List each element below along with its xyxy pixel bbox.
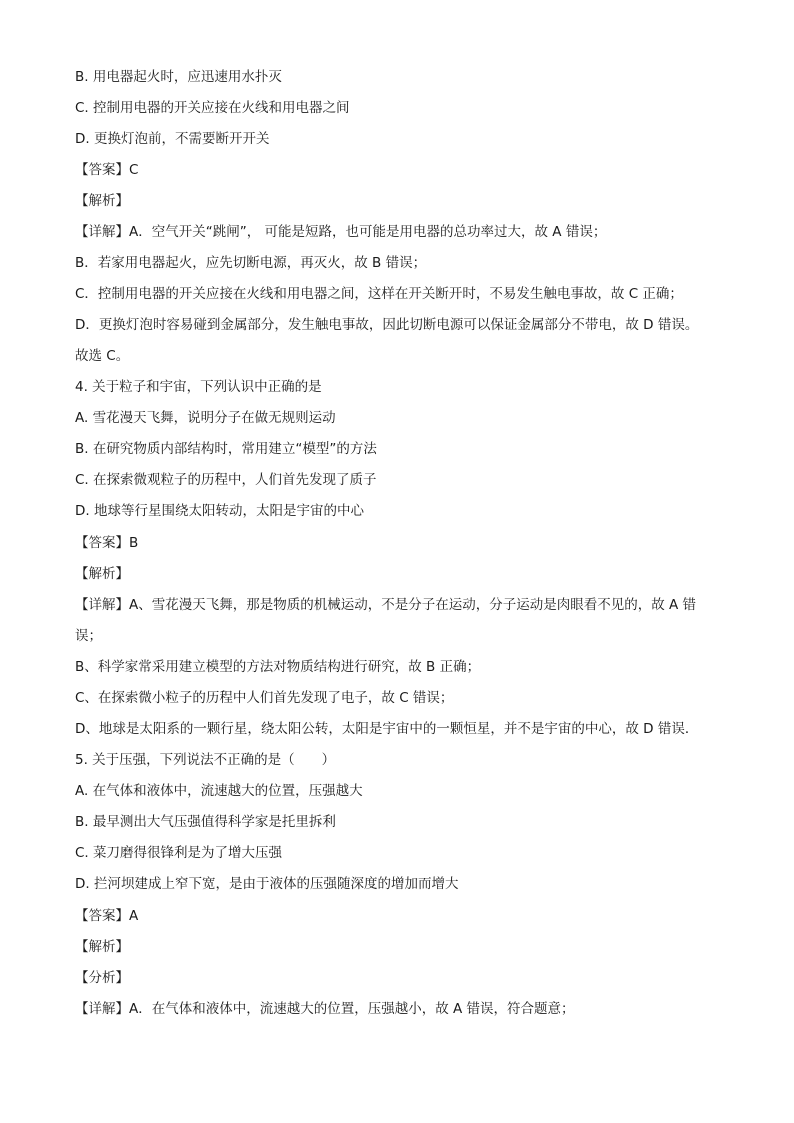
conclusion-q3: 故选 C。 <box>75 348 130 364</box>
option-c-q4: C. 在探索微观粒子的历程中，人们首先发现了质子 <box>75 472 377 488</box>
answer-q4: 【答案】B <box>75 535 139 551</box>
analysis-heading-q5: 【解析】 <box>75 939 129 955</box>
analysis-heading-q3: 【解析】 <box>75 193 129 209</box>
option-d-q5: D. 拦河坝建成上窄下宽，是由于液体的压强随深度的增加而增大 <box>75 876 459 892</box>
analysis-heading-q4: 【解析】 <box>75 566 129 582</box>
option-c-q5: C. 菜刀磨得很锋利是为了增大压强 <box>75 845 283 861</box>
option-c-q3: C. 控制用电器的开关应接在火线和用电器之间 <box>75 100 350 116</box>
question-5: 5. 关于压强，下列说法不正确的是（ ） <box>75 752 336 768</box>
option-b-q4: B. 在研究物质内部结构时，常用建立“模型”的方法 <box>75 441 377 457</box>
detail-b-q3: B．若家用电器起火，应先切断电源，再灭火，故 B 错误； <box>75 255 427 271</box>
analysis-subheading-q5: 【分析】 <box>75 970 129 986</box>
detail-a-q5: 【详解】A．在气体和液体中，流速越大的位置，压强越小，故 A 错误，符合题意； <box>75 1001 575 1017</box>
detail-d-q3: D．更换灯泡时容易碰到金属部分，发生触电事故，因此切断电源可以保证金属部分不带电，故 D 错误。 <box>75 317 699 333</box>
option-d-q3: D. 更换灯泡前，不需要断开开关 <box>75 131 270 147</box>
option-b-q3: B. 用电器起火时，应迅速用水扑灭 <box>75 69 282 85</box>
option-a-q5: A. 在气体和液体中，流速越大的位置，压强越大 <box>75 783 363 799</box>
answer-q5: 【答案】A <box>75 908 139 924</box>
detail-a-q4: 【详解】A、雪花漫天飞舞，那是物质的机械运动，不是分子在运动，分子运动是肉眼看不见的，故 A 错 <box>75 597 697 613</box>
detail-a-q3: 【详解】A．空气开关“跳闸”， 可能是短路，也可能是用电器的总功率过大，故 A 错误； <box>75 224 607 240</box>
detail-a-q4-cont: 误； <box>75 628 102 644</box>
option-d-q4: D. 地球等行星围绕太阳转动，太阳是宇宙的中心 <box>75 503 364 519</box>
detail-c-q3: C．控制用电器的开关应接在火线和用电器之间，这样在开关断开时，不易发生触电事故，故 C 正确； <box>75 286 683 302</box>
answer-q3: 【答案】C <box>75 162 139 178</box>
detail-d-q4: D、地球是太阳系的一颗行星，绕太阳公转，太阳是宇宙中的一颗恒星，并不是宇宙的中心，故 D 错误． <box>75 721 699 737</box>
option-b-q5: B. 最早测出大气压强值得科学家是托里拆利 <box>75 814 336 830</box>
detail-b-q4: B、科学家常采用建立模型的方法对物质结构进行研究，故 B 正确； <box>75 659 481 675</box>
question-4: 4. 关于粒子和宇宙，下列认识中正确的是 <box>75 379 322 395</box>
detail-c-q4: C、在探索微小粒子的历程中人们首先发现了电子，故 C 错误； <box>75 690 454 706</box>
option-a-q4: A. 雪花漫天飞舞，说明分子在做无规则运动 <box>75 410 336 426</box>
